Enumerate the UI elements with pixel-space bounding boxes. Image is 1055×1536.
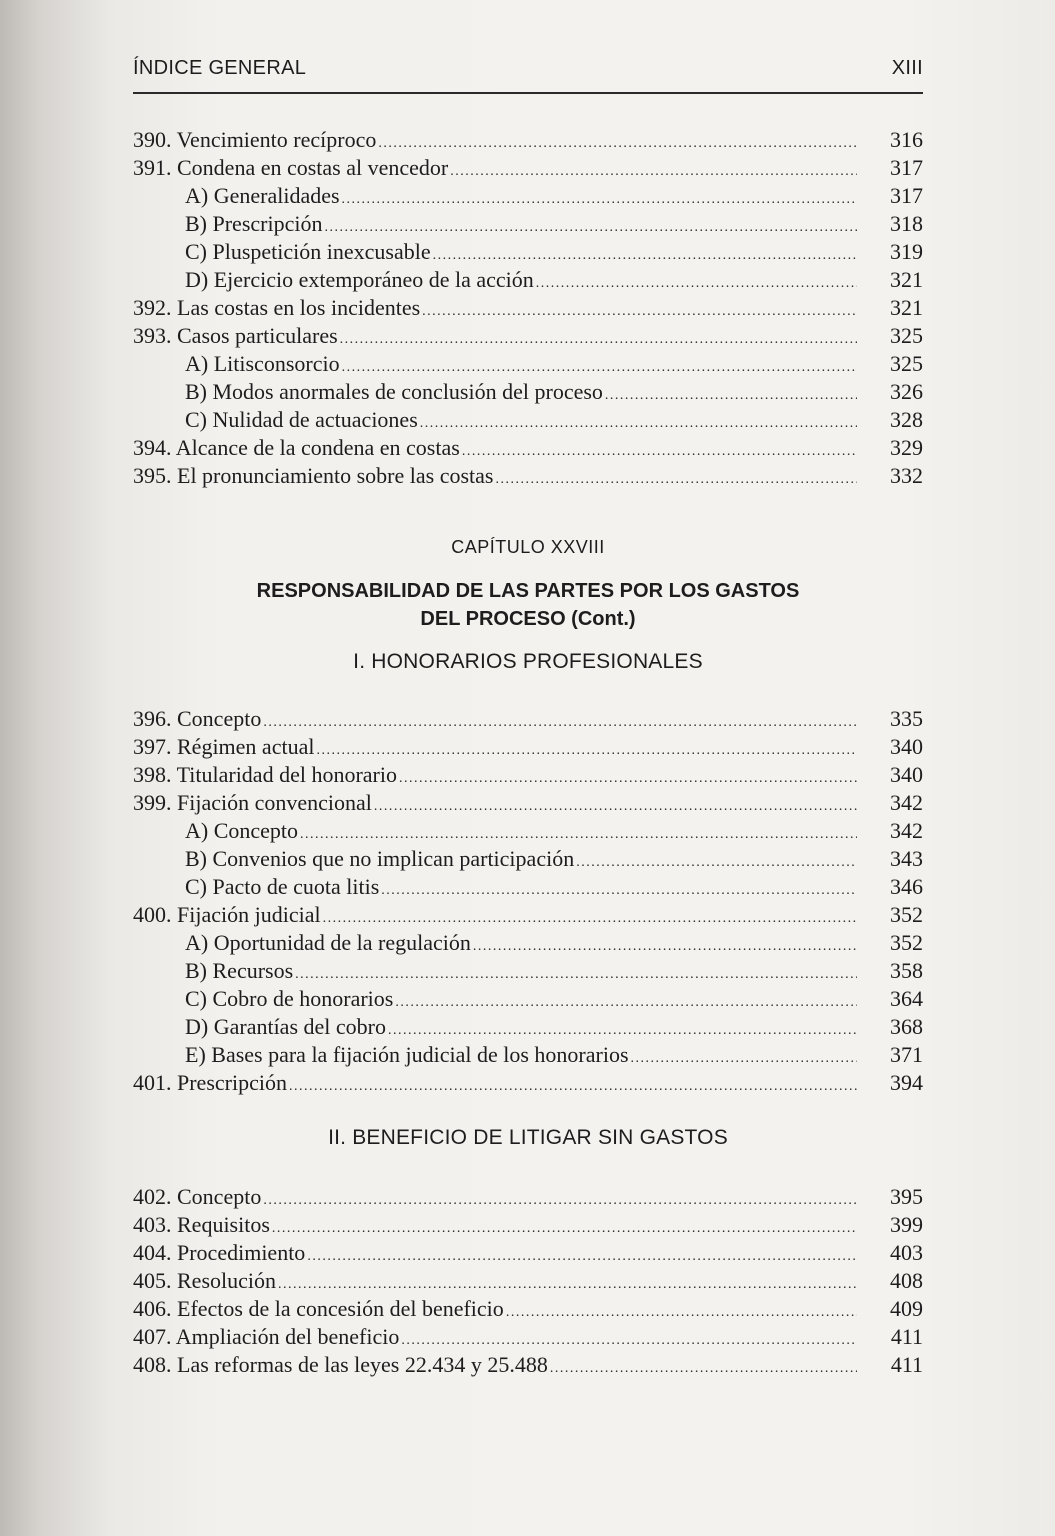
toc-entry-page: 352 bbox=[890, 902, 923, 927]
toc-entry-page: 411 bbox=[890, 1324, 923, 1349]
toc-entry-title: 397. Régimen actual bbox=[133, 734, 315, 759]
toc-entry-page: 321 bbox=[890, 267, 923, 292]
toc-entry-page: 408 bbox=[890, 1268, 923, 1293]
toc-entry bbox=[133, 901, 923, 929]
toc-entry-title: 400. Fijación judicial bbox=[133, 902, 321, 927]
toc-entry-title: C) Cobro de honorarios bbox=[185, 986, 394, 1011]
toc-entry-page: 325 bbox=[890, 323, 923, 348]
section-title-beneficio: II. BENEFICIO DE LITIGAR SIN GASTOS bbox=[328, 1126, 728, 1149]
toc-entry-page: 329 bbox=[890, 435, 923, 460]
toc-entry bbox=[133, 929, 923, 957]
header-rule bbox=[133, 92, 923, 94]
toc-entry bbox=[133, 1323, 923, 1351]
toc-entry-title: 407. Ampliación del beneficio bbox=[133, 1324, 400, 1349]
toc-entry-page: 335 bbox=[890, 706, 923, 731]
toc-entry bbox=[133, 1069, 923, 1097]
toc-entry-page: 368 bbox=[890, 1014, 923, 1039]
page-number: XIII bbox=[891, 57, 923, 79]
toc-entry bbox=[133, 434, 923, 462]
toc-entry-page: 342 bbox=[890, 790, 923, 815]
toc-entry-title: 404. Procedimiento bbox=[133, 1240, 306, 1265]
toc-entry-page: 343 bbox=[890, 846, 923, 871]
toc-entry-page: 340 bbox=[890, 734, 923, 759]
toc-entry bbox=[133, 126, 923, 154]
toc-entry bbox=[133, 154, 923, 182]
toc-entry-title: A) Litisconsorcio bbox=[185, 351, 340, 376]
toc-entry-title: B) Recursos bbox=[185, 958, 294, 983]
toc-entry-title: 399. Fijación convencional bbox=[133, 790, 372, 815]
toc-entry-page: 340 bbox=[890, 762, 923, 787]
toc-entry bbox=[133, 378, 923, 406]
toc-block-honorarios bbox=[133, 705, 923, 1097]
toc-entry bbox=[133, 1211, 923, 1239]
chapter-title-line-2: DEL PROCESO (Cont.) bbox=[420, 608, 636, 630]
toc-entry-title: C) Pacto de cuota litis bbox=[185, 874, 380, 899]
toc-entry bbox=[133, 873, 923, 901]
toc-entry-title: A) Generalidades bbox=[185, 183, 340, 208]
toc-entry-page: 352 bbox=[890, 930, 923, 955]
toc-entry bbox=[133, 1013, 923, 1041]
toc-entry-title: A) Concepto bbox=[185, 818, 299, 843]
toc-entry-page: 409 bbox=[890, 1296, 923, 1321]
toc-entry bbox=[133, 733, 923, 761]
toc-entry-page: 394 bbox=[890, 1070, 923, 1095]
running-header bbox=[133, 57, 923, 87]
toc-entry-title: 398. Titularidad del honorario bbox=[133, 762, 397, 787]
toc-entry-page: 317 bbox=[890, 155, 923, 180]
toc-entry bbox=[133, 1295, 923, 1323]
toc-entry-page: 332 bbox=[890, 463, 923, 488]
toc-entry-page: 371 bbox=[890, 1042, 923, 1067]
toc-entry-page: 316 bbox=[890, 127, 923, 152]
toc-entry-page: 317 bbox=[890, 183, 923, 208]
toc-leader-dots bbox=[495, 462, 857, 494]
toc-entry bbox=[133, 182, 923, 210]
toc-entry-title: A) Oportunidad de la regulación bbox=[185, 930, 471, 955]
section-title-honorarios: I. HONORARIOS PROFESIONALES bbox=[353, 650, 703, 673]
toc-entry-title: 403. Requisitos bbox=[133, 1212, 270, 1237]
toc-entry-page: 358 bbox=[890, 958, 923, 983]
toc-entry bbox=[133, 789, 923, 817]
toc-entry-page: 318 bbox=[890, 211, 923, 236]
toc-entry-page: 395 bbox=[890, 1184, 923, 1209]
toc-entry bbox=[133, 845, 923, 873]
toc-entry-page: 328 bbox=[890, 407, 923, 432]
toc-leader-dots bbox=[289, 1069, 857, 1101]
toc-entry-title: B) Prescripción bbox=[185, 211, 323, 236]
toc-entry bbox=[133, 238, 923, 266]
header-title: ÍNDICE GENERAL bbox=[133, 57, 307, 79]
toc-entry-title: C) Pluspetición inexcusable bbox=[185, 239, 431, 264]
toc-entry-page: 364 bbox=[890, 986, 923, 1011]
toc-entry-page: 346 bbox=[890, 874, 923, 899]
toc-entry-title: 390. Vencimiento recíproco bbox=[133, 127, 377, 152]
toc-entry bbox=[133, 1267, 923, 1295]
toc-entry bbox=[133, 817, 923, 845]
toc-entry-title: B) Modos anormales de conclusión del proceso bbox=[185, 379, 603, 404]
toc-entry-title: 393. Casos particulares bbox=[133, 323, 338, 348]
toc-entry-title: C) Nulidad de actuaciones bbox=[185, 407, 418, 432]
toc-entry bbox=[133, 985, 923, 1013]
toc-entry-title: 401. Prescripción bbox=[133, 1070, 287, 1095]
toc-entry-title: 406. Efectos de la concesión del beneficio bbox=[133, 1296, 504, 1321]
chapter-label: CAPÍTULO XXVIII bbox=[451, 537, 605, 557]
toc-block-costas bbox=[133, 126, 923, 490]
chapter-title bbox=[133, 577, 923, 633]
toc-entry-page: 411 bbox=[890, 1352, 923, 1377]
toc-entry-title: 394. Alcance de la condena en costas bbox=[133, 435, 460, 460]
toc-entry-page: 342 bbox=[890, 818, 923, 843]
toc-entry-title: E) Bases para la fijación judicial de los honorarios bbox=[185, 1042, 629, 1067]
toc-entry-page: 326 bbox=[890, 379, 923, 404]
toc-entry-page: 325 bbox=[890, 351, 923, 376]
toc-entry-title: 392. Las costas en los incidentes bbox=[133, 295, 421, 320]
toc-entry bbox=[133, 266, 923, 294]
toc-entry bbox=[133, 1041, 923, 1069]
toc-entry bbox=[133, 462, 923, 490]
toc-entry-title: 391. Condena en costas al vencedor bbox=[133, 155, 449, 180]
toc-entry bbox=[133, 294, 923, 322]
toc-entry-title: 395. El pronunciamiento sobre las costas bbox=[133, 463, 494, 488]
toc-entry bbox=[133, 761, 923, 789]
toc-leader-dots bbox=[550, 1351, 857, 1383]
toc-entry bbox=[133, 1239, 923, 1267]
toc-entry-title: D) Garantías del cobro bbox=[185, 1014, 386, 1039]
toc-entry bbox=[133, 1183, 923, 1211]
toc-entry bbox=[133, 350, 923, 378]
toc-entry-page: 399 bbox=[890, 1212, 923, 1237]
toc-entry-page: 403 bbox=[890, 1240, 923, 1265]
toc-entry bbox=[133, 957, 923, 985]
toc-entry bbox=[133, 1351, 923, 1379]
toc-entry-title: 408. Las reformas de las leyes 22.434 y 25.488 bbox=[133, 1352, 548, 1377]
chapter-title-line-1: RESPONSABILIDAD DE LAS PARTES POR LOS GASTOS bbox=[256, 580, 800, 602]
toc-entry-title: D) Ejercicio extemporáneo de la acción bbox=[185, 267, 534, 292]
toc-entry-title: B) Convenios que no implican participación bbox=[185, 846, 575, 871]
toc-entry bbox=[133, 210, 923, 238]
toc-entry-title: 405. Resolución bbox=[133, 1268, 276, 1293]
toc-block-beneficio bbox=[133, 1183, 923, 1379]
toc-entry-page: 319 bbox=[890, 239, 923, 264]
toc-entry bbox=[133, 406, 923, 434]
toc-entry bbox=[133, 322, 923, 350]
toc-entry-page: 321 bbox=[890, 295, 923, 320]
toc-entry-title: 396. Concepto bbox=[133, 706, 262, 731]
toc-entry-title: 402. Concepto bbox=[133, 1184, 262, 1209]
toc-entry bbox=[133, 705, 923, 733]
